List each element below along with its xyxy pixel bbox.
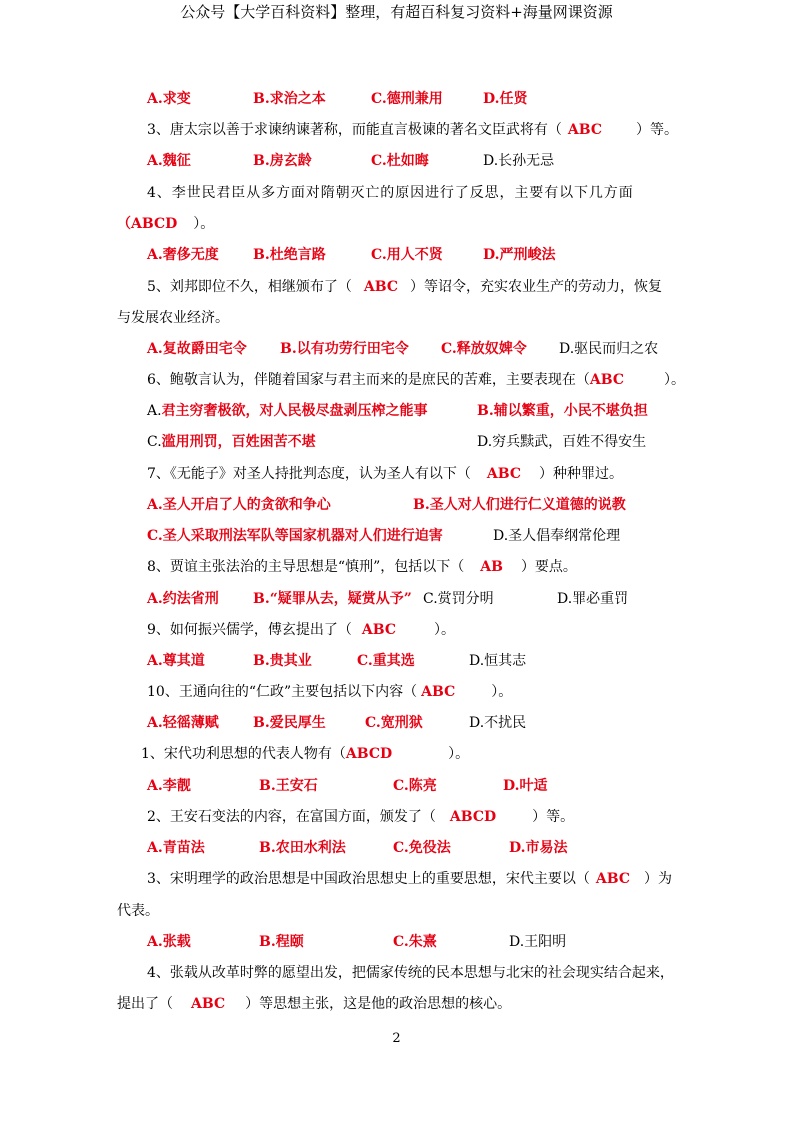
question-text-end: ）要点。 — [520, 559, 577, 575]
answer-open: （ — [117, 216, 131, 232]
option-d: D.穷兵黩武，百姓不得安生 — [477, 434, 647, 450]
question-text-end: ）为 — [644, 871, 673, 887]
question-text-end: ）等诏令，充实农业生产的劳动力，恢复 — [410, 279, 663, 295]
answer: ABCD — [449, 809, 497, 825]
question-10 — [147, 681, 512, 703]
question-6 — [147, 369, 685, 391]
question-text: 7、《无能子》对圣人持批判态度，认为圣人有以下（ — [147, 466, 471, 482]
question-text: 1、宋代功利思想的代表人物有（ — [141, 746, 346, 762]
question-text-end: ）。 — [193, 216, 215, 232]
option-a: A.约法省刑 — [147, 591, 219, 607]
question-text: 提出了（ — [117, 996, 173, 1012]
option-a: A.张载 — [147, 934, 191, 950]
answer: ABC — [191, 996, 226, 1012]
option-a: A.轻徭薄赋 — [147, 715, 219, 731]
question-4-continued — [117, 213, 214, 235]
option-a: A.青苗法 — [147, 840, 205, 856]
question-s3-continued: 代表。 — [117, 903, 159, 919]
option-c: C.德刑兼用 — [371, 91, 443, 107]
option-c: C.杜如晦 — [371, 153, 429, 169]
answer: ABC — [567, 122, 603, 138]
option-text: 君主穷奢极欲，对人民极尽盘剥压榨之能事 — [161, 403, 428, 419]
question-text: 10、王通向往的“仁政”主要包括以下内容（ — [147, 684, 418, 700]
answer: ABCD — [131, 216, 178, 232]
question-text-end: ）。 — [491, 684, 513, 700]
question-9 — [147, 619, 455, 641]
option-b: B.贵其业 — [253, 653, 312, 669]
option-prefix: C. — [147, 434, 162, 450]
question-text: 9、如何振兴儒学，傅玄提出了（ — [147, 622, 352, 638]
page-number: 2 — [392, 1031, 401, 1046]
option-c — [147, 431, 316, 453]
option-prefix: A. — [147, 403, 162, 419]
question-s1 — [141, 743, 469, 765]
question-text: 4、李世民君臣从多方面对隋朝灭亡的原因进行了反思，主要有以下几方面 — [147, 185, 634, 201]
answer: ABC — [363, 279, 399, 295]
option-b: B.以有功劳行田宅令 — [280, 341, 409, 357]
option-a — [147, 400, 428, 422]
option-b: B.房玄龄 — [253, 153, 312, 169]
option-d: D.叶适 — [503, 778, 548, 794]
question-s4 — [147, 962, 674, 984]
option-c: C.免役法 — [393, 840, 451, 856]
option-d: D.不扰民 — [469, 715, 527, 731]
question-text: 8、贾谊主张法治的主导思想是“慎刑”，包括以下（ — [147, 559, 465, 575]
question-5-continued: 与发展农业经济。 — [117, 310, 229, 326]
option-c: C.用人不贤 — [371, 247, 443, 263]
option-d: D.恒其志 — [469, 653, 527, 669]
option-b: B.农田水利法 — [259, 840, 346, 856]
option-c: C.朱熹 — [393, 934, 437, 950]
option-c: C.释放奴婢令 — [441, 341, 527, 357]
option-b: B.辅以繁重，小民不堪负担 — [477, 403, 648, 419]
question-s4-continued — [117, 993, 511, 1015]
option-d: D.任贤 — [483, 91, 528, 107]
option-a: A.求变 — [147, 91, 191, 107]
option-text: 滥用刑罚，百姓困苦不堪 — [161, 434, 316, 450]
option-d: D.罪必重罚 — [557, 591, 629, 607]
option-a: A.尊其道 — [147, 653, 205, 669]
option-a: A.奢侈无度 — [147, 247, 219, 263]
option-b: B.王安石 — [259, 778, 318, 794]
option-a: A.复故爵田宅令 — [147, 341, 247, 357]
option-a: A.圣人开启了人的贪欲和争心 — [147, 497, 331, 513]
question-text-end: ）。 — [448, 746, 470, 762]
question-text-end: ）种种罪过。 — [539, 466, 624, 482]
question-text: 3、唐太宗以善于求谏纳谏著称，而能直言极谏的著名文臣武将有（ — [147, 122, 562, 138]
question-text-end: ）等。 — [636, 122, 679, 138]
option-c: C.重其选 — [357, 653, 415, 669]
option-c: C.圣人采取刑法军队等国家机器对人们进行迫害 — [147, 528, 443, 544]
answer: ABC — [595, 871, 631, 887]
question-4 — [147, 182, 634, 204]
question-text-end: ）。 — [664, 372, 686, 388]
question-text: 3、宋明理学的政治思想是中国政治思想史上的重要思想，宋代主要以（ — [147, 871, 590, 887]
answer: ABC — [486, 466, 522, 482]
question-text-end: ）等思想主张，这是他的政治思想的核心。 — [245, 996, 512, 1012]
question-s3 — [147, 868, 672, 890]
option-d: D.严刑峻法 — [483, 247, 556, 263]
option-b: B.“疑罪从去，疑赏从予” — [253, 591, 412, 607]
question-text: 5、刘邦即位不久，相继颁布了（ — [147, 279, 352, 295]
option-b: B.求治之本 — [253, 91, 326, 107]
answer: ABCD — [345, 746, 393, 762]
question-7 — [147, 463, 623, 485]
answer: ABC — [589, 372, 625, 388]
option-d: D.长孙无忌 — [483, 153, 555, 169]
option-a: A.魏征 — [147, 153, 191, 169]
question-5 — [147, 276, 662, 298]
option-c: C.宽刑狱 — [365, 715, 423, 731]
option-d: D.驱民而归之农 — [559, 341, 659, 357]
option-b: B.圣人对人们进行仁义道德的说教 — [413, 497, 626, 513]
option-d: D.市易法 — [509, 840, 568, 856]
option-d: D.圣人倡奉纲常伦理 — [493, 528, 621, 544]
page-header: 公众号【大学百科资料】整理，有超百科复习资料+海量网课资源 — [180, 3, 613, 21]
answer: ABC — [361, 622, 397, 638]
answer: ABC — [421, 684, 456, 700]
question-s2 — [147, 806, 574, 828]
option-a: A.李靓 — [147, 778, 191, 794]
option-c: C.陈亮 — [393, 778, 437, 794]
question-8 — [147, 556, 577, 578]
question-3 — [147, 119, 678, 141]
question-text: 6、鲍敬言认为，伴随着国家与君主而来的是庶民的苦难，主要表现在（ — [147, 372, 590, 388]
question-text-end: ）等。 — [532, 809, 575, 825]
question-text-end: ）。 — [434, 622, 456, 638]
option-b: B.程颐 — [259, 934, 304, 950]
option-b: B.杜绝言路 — [253, 247, 326, 263]
option-d: D.王阳明 — [509, 934, 567, 950]
question-text: 2、王安石变法的内容，在富国方面，颁发了（ — [147, 809, 436, 825]
question-text: 4、张载从改革时弊的愿望出发，把儒家传统的民本思想与北宋的社会现实结合起来， — [147, 965, 674, 981]
option-c: C.赏罚分明 — [423, 591, 494, 607]
answer: AB — [480, 559, 503, 575]
option-b: B.爱民厚生 — [253, 715, 326, 731]
